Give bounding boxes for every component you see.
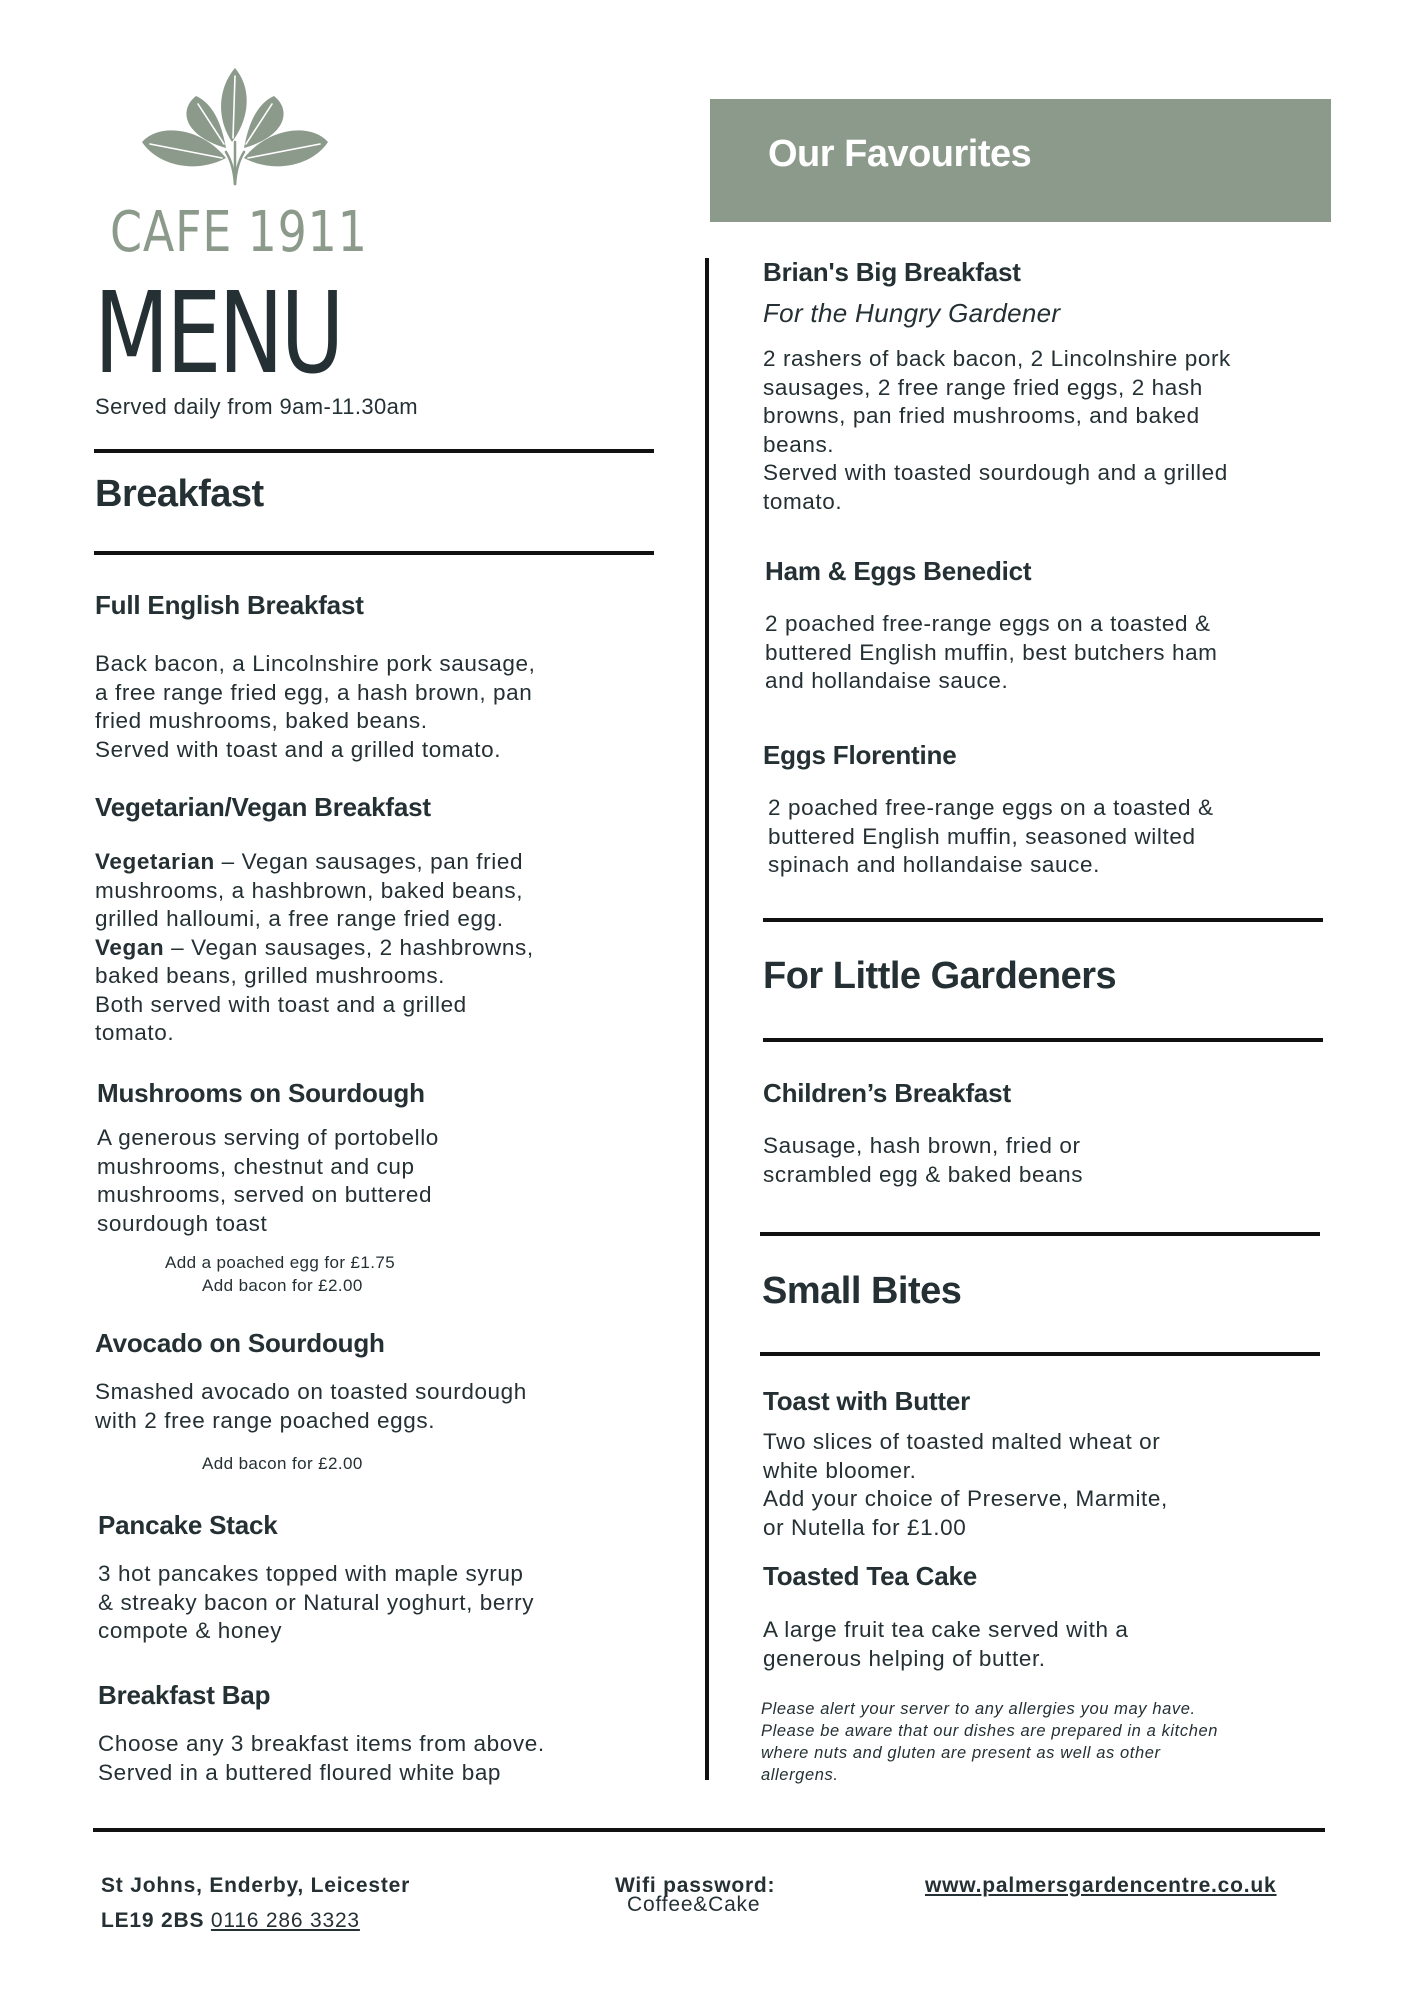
item-title-benedict: Ham & Eggs Benedict bbox=[765, 556, 1032, 586]
item-desc-veggie bbox=[95, 848, 534, 1048]
item-desc-full-english: Back bacon, a Lincolnshire pork sausage, a free range fried egg, a hash brown, pan fried mushrooms, baked beans. Served with toast and a grilled tomato. bbox=[95, 651, 536, 762]
cafe-name: CAFE 1911 bbox=[110, 200, 368, 265]
item-desc-pancake: 3 hot pancakes topped with maple syrup & streaky bacon or Natural yoghurt, berry compote & honey bbox=[98, 1561, 535, 1643]
item-title-veggie: Vegetarian/Vegan Breakfast bbox=[95, 792, 431, 822]
section-title-little-gardeners: For Little Gardeners bbox=[763, 955, 1117, 997]
divider bbox=[760, 1232, 1320, 1236]
item-title-bap: Breakfast Bap bbox=[98, 1680, 271, 1710]
service-hours: Served daily from 9am-11.30am bbox=[95, 394, 418, 419]
item-title-pancake: Pancake Stack bbox=[98, 1510, 278, 1540]
item-desc-avocado: Smashed avocado on toasted sourdough with 2 free range poached eggs. bbox=[95, 1379, 527, 1433]
wifi-label: Wifi password: bbox=[615, 1874, 776, 1897]
item-title-avocado: Avocado on Sourdough bbox=[95, 1328, 385, 1358]
item-desc-teacake: A large fruit tea cake served with a generous helping of butter. bbox=[763, 1617, 1129, 1671]
column-divider bbox=[705, 258, 709, 1780]
divider bbox=[760, 1352, 1320, 1356]
item-title-full-english: Full English Breakfast bbox=[95, 590, 364, 620]
wifi-password: Coffee&Cake bbox=[627, 1893, 761, 1916]
item-title-florentine: Eggs Florentine bbox=[763, 740, 957, 770]
vegan-label: Vegan bbox=[95, 934, 165, 960]
allergy-notice: Please alert your server to any allergies you may have. Please be aware that our dishes are prepared in a kitchen where nuts and gluten are present as well as other allergens. bbox=[761, 1700, 1219, 1784]
addon-bacon: Add bacon for £2.00 bbox=[202, 1276, 363, 1295]
item-desc-bap: Choose any 3 breakfast items from above. Served in a buttered floured white bap bbox=[98, 1731, 545, 1785]
website-link[interactable]: www.palmersgardencentre.co.uk bbox=[925, 1874, 1277, 1897]
section-title-breakfast: Breakfast bbox=[95, 473, 264, 515]
item-title-teacake: Toasted Tea Cake bbox=[763, 1561, 978, 1591]
item-title-mushrooms: Mushrooms on Sourdough bbox=[97, 1078, 425, 1108]
postcode-phone-line bbox=[101, 1909, 360, 1933]
item-desc-benedict: 2 poached free-range eggs on a toasted & buttered English muffin, best butchers ham and hollandaise sauce. bbox=[765, 611, 1218, 693]
footer-divider bbox=[93, 1828, 1325, 1832]
divider bbox=[94, 551, 654, 555]
address-line: St Johns, Enderby, Leicester bbox=[101, 1874, 411, 1897]
item-subtitle-brians: For the Hungry Gardener bbox=[763, 298, 1061, 328]
postcode: LE19 2BS bbox=[101, 1909, 205, 1932]
menu-title: MENU bbox=[94, 269, 342, 399]
divider bbox=[763, 918, 1323, 922]
divider bbox=[94, 449, 654, 453]
item-desc-childrens: Sausage, hash brown, fried or scrambled egg & baked beans bbox=[763, 1133, 1084, 1187]
section-title-favourites: Our Favourites bbox=[768, 133, 1032, 175]
item-title-brians: Brian's Big Breakfast bbox=[763, 257, 1021, 287]
vegetarian-label: Vegetarian bbox=[95, 849, 215, 874]
section-title-small-bites: Small Bites bbox=[762, 1270, 962, 1312]
item-desc-florentine: 2 poached free-range eggs on a toasted & buttered English muffin, seasoned wilted spinach and hollandaise sauce. bbox=[768, 795, 1214, 877]
item-title-toast: Toast with Butter bbox=[763, 1386, 970, 1416]
leaf-logo-icon bbox=[140, 66, 330, 186]
item-title-childrens: Children’s Breakfast bbox=[763, 1078, 1011, 1108]
addon-bacon-avocado: Add bacon for £2.00 bbox=[202, 1454, 363, 1473]
addon-poached-egg: Add a poached egg for £1.75 bbox=[165, 1253, 396, 1272]
divider bbox=[763, 1038, 1323, 1042]
phone-link[interactable]: 0116 286 3323 bbox=[210, 1909, 360, 1932]
item-desc-brians: 2 rashers of back bacon, 2 Lincolnshire pork sausages, 2 free range fried eggs, 2 hash browns, pan fried mushrooms, and baked beans. Served with toasted sourdough and a grilled tomato. bbox=[763, 346, 1231, 514]
favourites-banner bbox=[710, 99, 1331, 222]
item-desc-mushrooms: A generous serving of portobello mushrooms, chestnut and cup mushrooms, served on buttered sourdough toast bbox=[97, 1125, 439, 1236]
item-desc-toast: Two slices of toasted malted wheat or white bloomer. Add your choice of Preserve, Marmite, or Nutella for £1.00 bbox=[763, 1429, 1168, 1540]
vegetarian-text: – Vegan sausages, pan fried mushrooms, a hashbrown, baked beans, grilled halloumi, a free range fried egg. bbox=[95, 849, 524, 931]
vegan-text: – Vegan sausages, 2 hashbrowns, baked beans, grilled mushrooms. Both served with toast and a grilled tomato. bbox=[95, 934, 534, 1045]
